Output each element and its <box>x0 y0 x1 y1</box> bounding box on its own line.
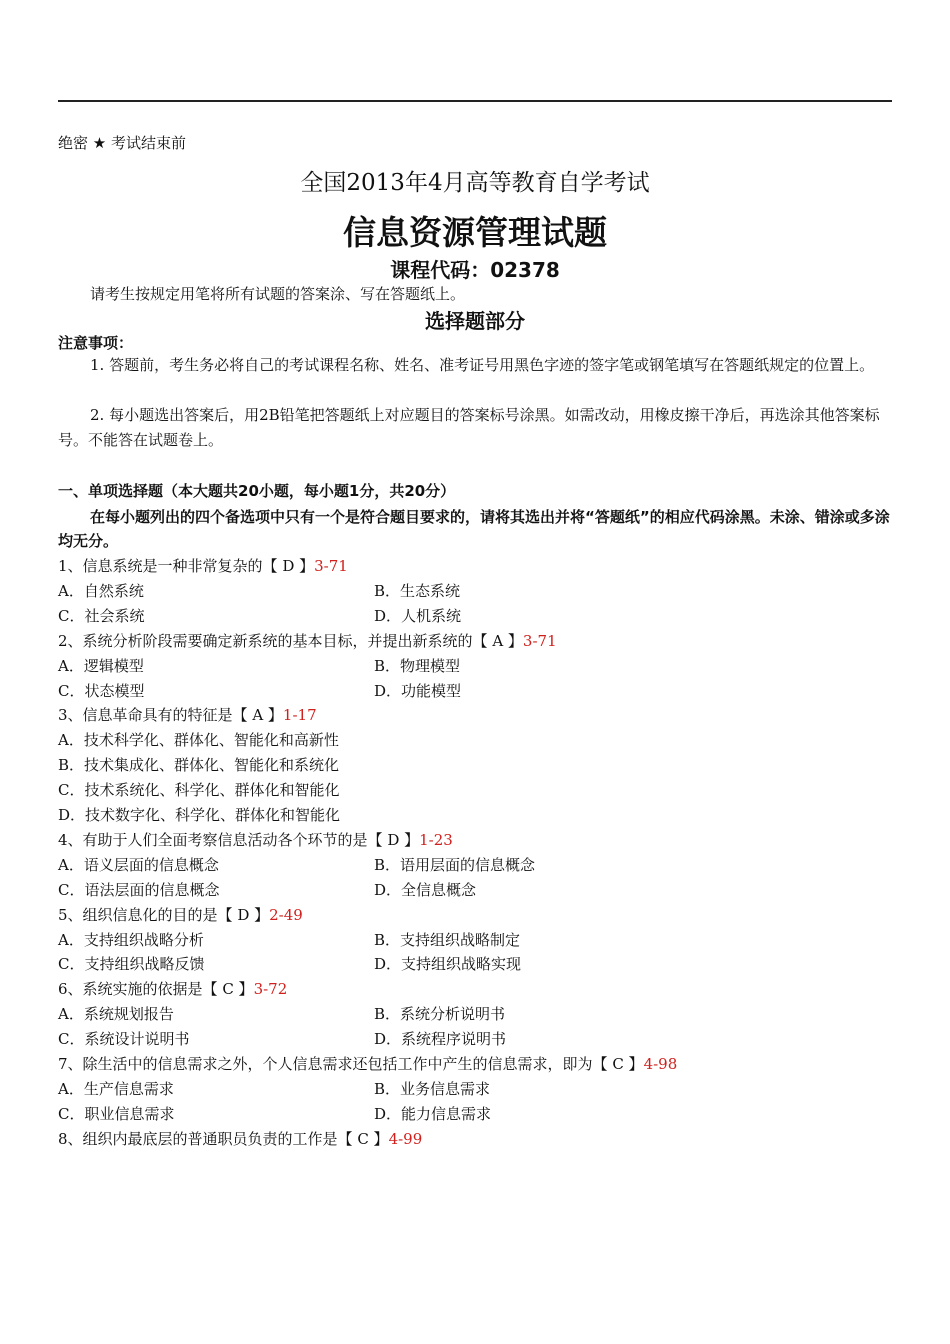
question-text: 8、组织内最底层的普通职员负责的工作是【 C 】 <box>58 1129 389 1148</box>
question-stem <box>58 630 557 651</box>
answer-option: C．技术系统化、科学化、群体化和智能化 <box>58 781 340 800</box>
question-text: 5、组织信息化的目的是【 D 】 <box>58 905 270 924</box>
question-stem <box>58 555 348 576</box>
answer-option: D．功能模型 <box>374 681 462 700</box>
answer-option: D．人机系统 <box>374 606 462 625</box>
answer-option: A．技术科学化、群体化、智能化和高新性 <box>58 731 339 750</box>
question-text: 2、系统分析阶段需要确定新系统的基本目标，并提出新系统的【 A 】 <box>58 631 523 650</box>
answer-option: C．职业信息需求 <box>58 1104 175 1123</box>
question-text: 4、有助于人们全面考察信息活动各个环节的是【 D 】 <box>58 830 420 849</box>
notes-heading: 注意事项： <box>58 334 134 352</box>
answer-option: B．生态系统 <box>374 581 461 600</box>
page-reference: 1-17 <box>282 706 317 725</box>
answer-option: C．状态模型 <box>58 681 145 700</box>
answer-option: B．语用层面的信息概念 <box>374 855 536 874</box>
answer-option: B．支持组织战略制定 <box>374 930 521 949</box>
question-stem <box>58 1128 422 1149</box>
answer-instruction: 请考生按规定用笔将所有试题的答案涂、写在答题纸上。 <box>90 285 466 303</box>
subject-title: 信息资源管理试题 <box>343 213 607 252</box>
answer-option: A．语义层面的信息概念 <box>58 855 219 874</box>
course-code: 课程代码：02378 <box>390 258 560 282</box>
question-stem <box>58 1053 677 1074</box>
question-stem <box>58 904 303 925</box>
answer-option: A．系统规划报告 <box>58 1005 174 1024</box>
answer-option: C．语法层面的信息概念 <box>58 880 220 899</box>
answer-option: B．业务信息需求 <box>374 1079 491 1098</box>
question-text: 7、除生活中的信息需求之外，个人信息需求还包括工作中产生的信息需求，即为【 C 】 <box>58 1055 644 1073</box>
page-reference: 2-49 <box>269 905 303 924</box>
exam-title: 全国2013年4月高等教育自学考试 <box>300 170 650 196</box>
answer-option: C．支持组织战略反馈 <box>58 955 205 974</box>
answer-option: A．支持组织战略分析 <box>58 930 204 949</box>
question-stem <box>58 704 317 725</box>
answer-option: D．支持组织战略实现 <box>374 955 522 974</box>
answer-option: A．生产信息需求 <box>58 1079 174 1098</box>
answer-option: A．逻辑模型 <box>58 656 144 675</box>
answer-option: B．物理模型 <box>374 656 461 675</box>
section-description: 在每小题列出的四个备选项中只有一个是符合题目要求的，请将其选出并将“答题纸”的相应代码涂黑。未涂、错涂或多涂均无分。 <box>58 508 890 550</box>
section-heading: 一、单项选择题（本大题共20小题，每小题1分，共20分） <box>58 482 456 500</box>
page-reference: 3-72 <box>253 980 288 999</box>
page-reference: 3-71 <box>314 557 348 575</box>
page-reference: 3-71 <box>522 631 557 650</box>
answer-option: B．系统分析说明书 <box>374 1005 506 1024</box>
page-reference: 1-23 <box>419 830 453 849</box>
question-stem <box>58 829 453 850</box>
answer-option: B．技术集成化、群体化、智能化和系统化 <box>58 756 340 775</box>
answer-option: D．全信息概念 <box>374 880 477 899</box>
page-reference: 4-98 <box>643 1055 678 1073</box>
page-reference: 4-99 <box>388 1129 423 1148</box>
question-stem <box>58 978 287 999</box>
part-title: 选择题部分 <box>425 309 525 333</box>
question-text: 3、信息革命具有的特征是【 A 】 <box>58 706 283 725</box>
answer-option: A．自然系统 <box>58 581 144 600</box>
question-text: 6、系统实施的依据是【 C 】 <box>58 980 254 999</box>
answer-option: D．能力信息需求 <box>374 1104 492 1123</box>
confidential-label: 绝密 ★ 考试结束前 <box>58 134 186 152</box>
header-rule <box>58 100 892 102</box>
note-item: 2. 每小题选出答案后，用2B铅笔把答题纸上对应题目的答案标号涂黑。如需改动，用橡皮擦干净后，再选涂其他答案标号。不能答在试题卷上。 <box>58 406 880 449</box>
answer-option: D．技术数字化、科学化、群体化和智能化 <box>58 806 341 824</box>
answer-option: D．系统程序说明书 <box>374 1030 507 1049</box>
question-text: 1、信息系统是一种非常复杂的【 D 】 <box>58 557 315 575</box>
answer-option: C．社会系统 <box>58 606 145 625</box>
note-item: 1. 答题前，考生务必将自己的考试课程名称、姓名、准考证号用黑色字迹的签字笔或钢笔填写在答题纸规定的位置上。 <box>90 356 875 374</box>
answer-option: C．系统设计说明书 <box>58 1030 190 1049</box>
